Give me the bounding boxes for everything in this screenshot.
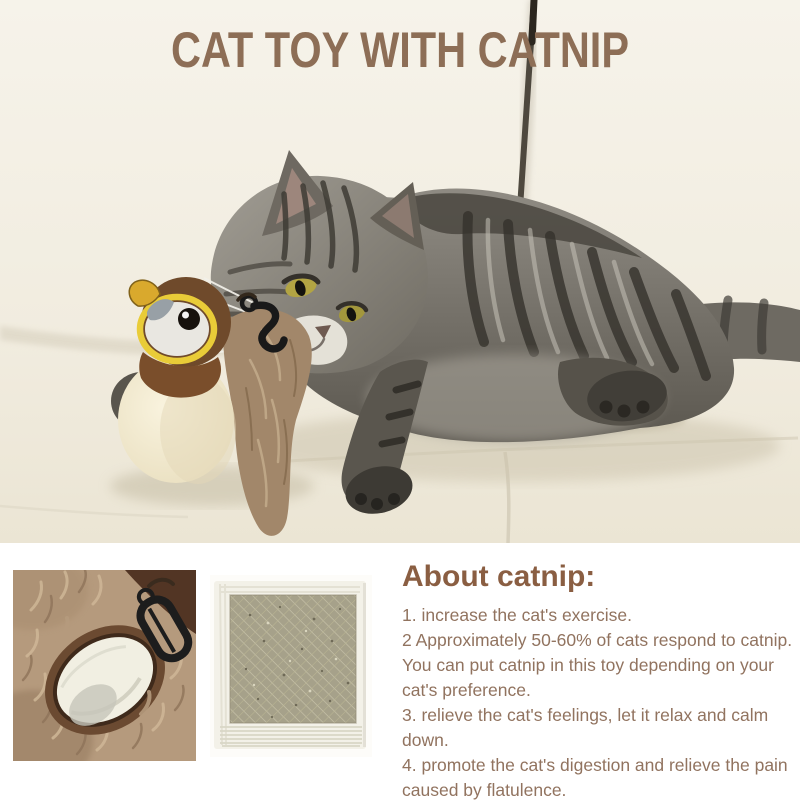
thumb-catnip-sachet-photo	[210, 575, 372, 757]
toy-opening-illustration	[13, 570, 196, 761]
thumb-toy-opening-photo	[13, 570, 196, 761]
about-section	[402, 561, 798, 800]
about-item-4: 4. promote the cat's digestion and relieve the pain caused by flatulence.	[402, 755, 788, 800]
bottom-section	[0, 543, 800, 800]
about-heading: About catnip:	[402, 560, 596, 593]
page-title: CAT TOY WITH CATNIP	[170, 22, 630, 78]
catnip-sachet-illustration	[210, 575, 372, 757]
about-item-3: 3. relieve the cat's feelings, let it relax and calm down.	[402, 705, 769, 750]
about-item-1: 1. increase the cat's exercise.	[402, 605, 632, 625]
about-list	[402, 603, 798, 800]
about-item-2: 2 Approximately 50-60% of cats respond to catnip. You can put catnip in this toy depending on your cat's preference.	[402, 630, 793, 700]
